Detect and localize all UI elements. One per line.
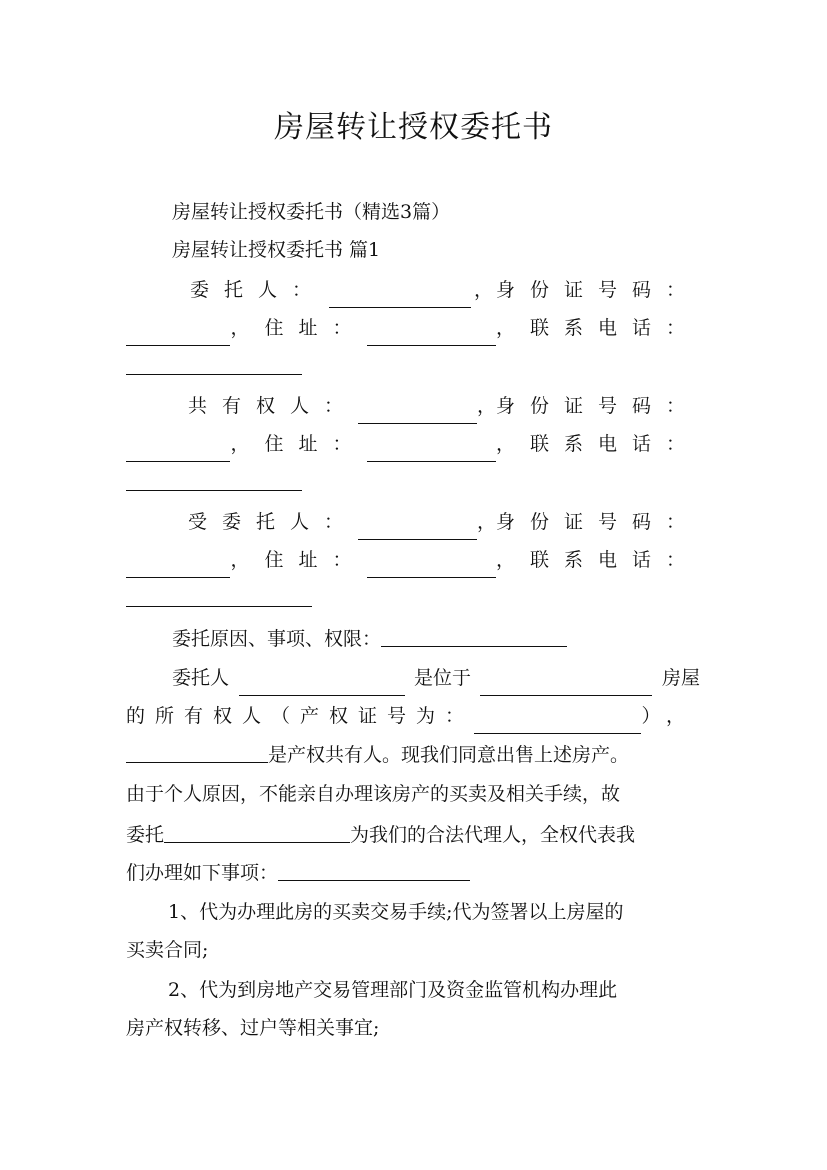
client-label: 委托人： (190, 279, 327, 301)
comma: ， (476, 395, 496, 417)
matters-blank (278, 858, 470, 881)
reason-label: 委托原因、事项、权限： (172, 628, 382, 650)
coowner-name-blank (358, 401, 477, 424)
reason-blank (381, 624, 567, 647)
body-text: 的所有权人（产权证号为： (126, 705, 475, 727)
item-2-line-2: 房产权转移、过户等相关事宜; (126, 1017, 380, 1039)
id-label: 身份证号码： (495, 511, 700, 533)
certificate-number-blank (474, 711, 641, 734)
comma: ， (473, 279, 493, 301)
body-line-2 (126, 700, 700, 732)
client-line-3 (126, 350, 700, 382)
coowner-address-blank (367, 439, 496, 462)
body-text: 由于个人原因，不能亲自办理该房产的买卖及相关手续，故 (126, 783, 621, 805)
phone-label: ，联系电话： (495, 317, 700, 339)
client-id-blank (126, 323, 230, 346)
agent-name-blank-2 (164, 820, 350, 843)
address-label: ，住址： (230, 549, 367, 571)
subtitle: 房屋转让授权委托书（精选3篇） (172, 201, 451, 223)
body-line-4 (126, 778, 700, 810)
client-line-2 (126, 312, 700, 344)
agent-id-blank (126, 555, 230, 578)
coowner-label: 共有权人： (188, 395, 359, 417)
phone-label: ，联系电话： (495, 433, 700, 455)
agent-phone-blank (126, 584, 312, 607)
body-text: 为我们的合法代理人，全权代表我 (350, 824, 636, 846)
coowner-name-blank-2 (126, 740, 268, 763)
item-1-line-2: 买卖合同; (126, 939, 209, 961)
item-2-line-1: 2、代为到房地产交易管理部门及资金监管机构办理此 (168, 979, 618, 1001)
client-address-blank (367, 323, 496, 346)
agent-line-3 (126, 582, 700, 614)
body-text: 是位于 (413, 667, 471, 689)
agent-address-blank (367, 555, 496, 578)
body-text: 房屋 (661, 667, 700, 689)
agent-line-1 (188, 506, 700, 538)
body-line-3 (126, 738, 700, 770)
phone-label: ，联系电话： (495, 549, 700, 571)
client-name-blank-2 (239, 673, 405, 696)
body-text: 委托人 (172, 667, 230, 689)
agent-line-2 (126, 544, 700, 576)
client-line-1 (190, 274, 700, 306)
agent-label: 受委托人： (188, 511, 359, 533)
body-text: 们办理如下事项： (126, 862, 279, 884)
reason-line (172, 622, 700, 654)
body-text: 是产权共有人。现我们同意出售上述房产。 (268, 744, 630, 766)
client-phone-blank (126, 352, 302, 375)
coowner-line-1 (188, 390, 700, 422)
body-line-1 (172, 662, 700, 694)
comma: ， (476, 511, 496, 533)
agent-name-blank (358, 517, 477, 540)
section-heading: 房屋转让授权委托书 篇1 (172, 239, 381, 261)
coowner-line-3 (126, 466, 700, 498)
coowner-line-2 (126, 428, 700, 460)
item-1-line-1: 1、代为办理此房的买卖交易手续;代为签署以上房屋的 (168, 901, 624, 923)
body-text: 委托 (126, 824, 165, 846)
property-location-blank (480, 673, 652, 696)
client-name-blank (329, 285, 471, 308)
document-title: 房屋转让授权委托书 (274, 110, 553, 145)
body-text: ）， (641, 705, 700, 727)
id-label: 身份证号码： (495, 395, 700, 417)
body-line-6 (126, 856, 700, 888)
coowner-phone-blank (126, 468, 302, 491)
coowner-id-blank (126, 439, 230, 462)
address-label: ，住址： (230, 433, 367, 455)
id-label: 身份证号码： (495, 279, 700, 301)
body-line-5 (126, 818, 700, 850)
address-label: ，住址： (230, 317, 367, 339)
